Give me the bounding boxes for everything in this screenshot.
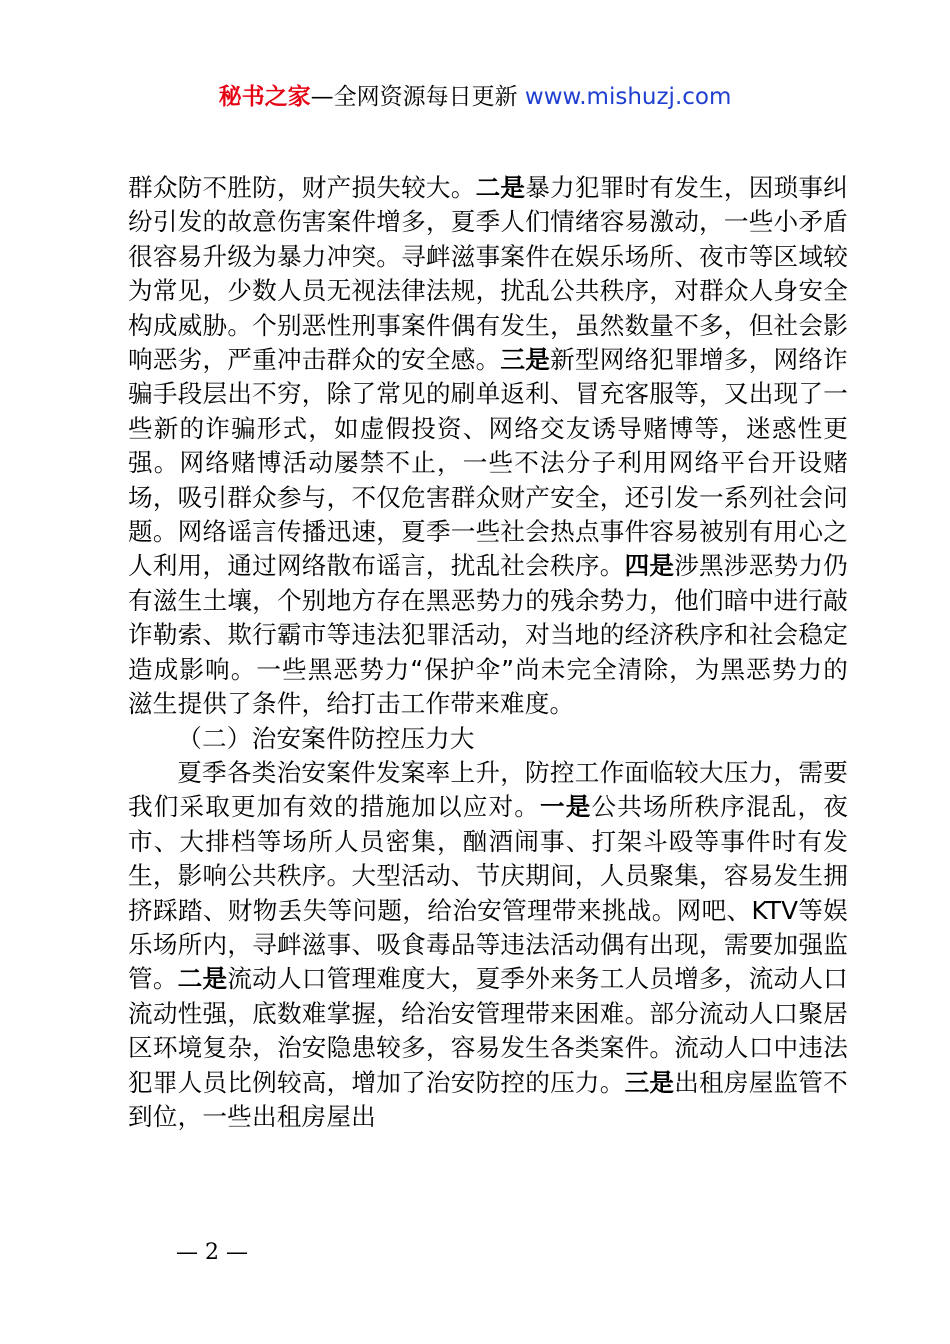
- text-run: 暴力犯罪时有发生，因琐事纠纷引发的故意伤害案件增多，夏季人们情绪容易激动，一些小矛盾很容易升级为暴力冲突。寻衅滋事案件在娱乐场所、夜市等区域较为常见，少数人员无视法律法规，扰乱公共秩序，对群众人身安全构成威胁。个别恶性刑事案件偶有发生，虽然数量不多，但社会影响恶劣，严重冲击群众的安全感。: [128, 173, 848, 375]
- paragraph-crime-situation: [128, 171, 848, 722]
- text-run: 出租房屋监管不到位，一些出租房屋出: [128, 1067, 848, 1131]
- text-run: 涉黑涉恶势力仍有滋生土壤，个别地方存在黑恶势力的残余势力，他们暗中进行敲诈勒索、欺行霸市等违法犯罪活动，对当地的经济秩序和社会稳定造成影响。一些黑恶势力“保护伞”尚未完全清除，为黑恶势力的滋生提供了条件，给打击工作带来难度。: [128, 551, 848, 719]
- page-number: — 2 —: [176, 1240, 248, 1265]
- ordinal-marker: 二是: [475, 173, 526, 202]
- site-url[interactable]: www.mishuzj.com: [524, 84, 732, 110]
- site-header: [0, 82, 950, 112]
- section-heading-2: （二）治安案件防控压力大: [177, 723, 475, 753]
- ordinal-marker: 三是: [624, 1067, 675, 1097]
- document-body: [128, 171, 848, 1134]
- brand-name: 秘书之家: [218, 84, 311, 110]
- ordinal-marker: 三是: [500, 345, 551, 375]
- text-run: 新型网络犯罪增多，网络诈骗手段层出不穷，除了常见的刷单返利、冒充客服等，又出现了一些新的诈骗形式，如虚假投资、网络交友诱导赌博等，迷惑性更强。网络赌博活动屡禁不止，一些不法分子利用网络平台开设赌场，吸引群众参与，不仅危害群众财产安全，还引发一系列社会问题。网络谣言传播迅速，夏季一些社会热点事件容易被别有用心之人利用，通过网络散布谣言，扰乱社会秩序。: [128, 345, 848, 581]
- text-run: 夏季各类治安案件发案率上升，防控工作面临较大压力，需要我们采取更加有效的措施加以应对。: [128, 757, 848, 822]
- header-tagline: —全网资源每日更新: [310, 84, 525, 110]
- text-run: 公共场所秩序混乱，夜市、大排档等场所人员密集，酗酒闹事、打架斗殴等事件时有发生，影响公共秩序。大型活动、节庆期间，人员聚集，容易发生拥挤踩踏、财物丢失等问题，给治安管理带来挑战。网吧、KTV等娱乐场所内，寻衅滋事、吸食毒品等违法活动偶有出现，需要加强监管。: [128, 792, 848, 994]
- ordinal-marker: 四是: [624, 551, 675, 581]
- ordinal-marker: 一是: [539, 792, 592, 822]
- text-run: 流动人口管理难度大，夏季外来务工人员增多，流动人口流动性强，底数难掌握，给治安管理带来困难。部分流动人口聚居区环境复杂，治安隐患较多，容易发生各类案件。流动人口中违法犯罪人员比例较高，增加了治安防控的压力。: [128, 964, 848, 1097]
- ordinal-marker: 二是: [177, 964, 228, 994]
- paragraph-public-security-cases: [128, 756, 848, 1134]
- text-run: 群众防不胜防，财产损失较大。: [128, 173, 476, 202]
